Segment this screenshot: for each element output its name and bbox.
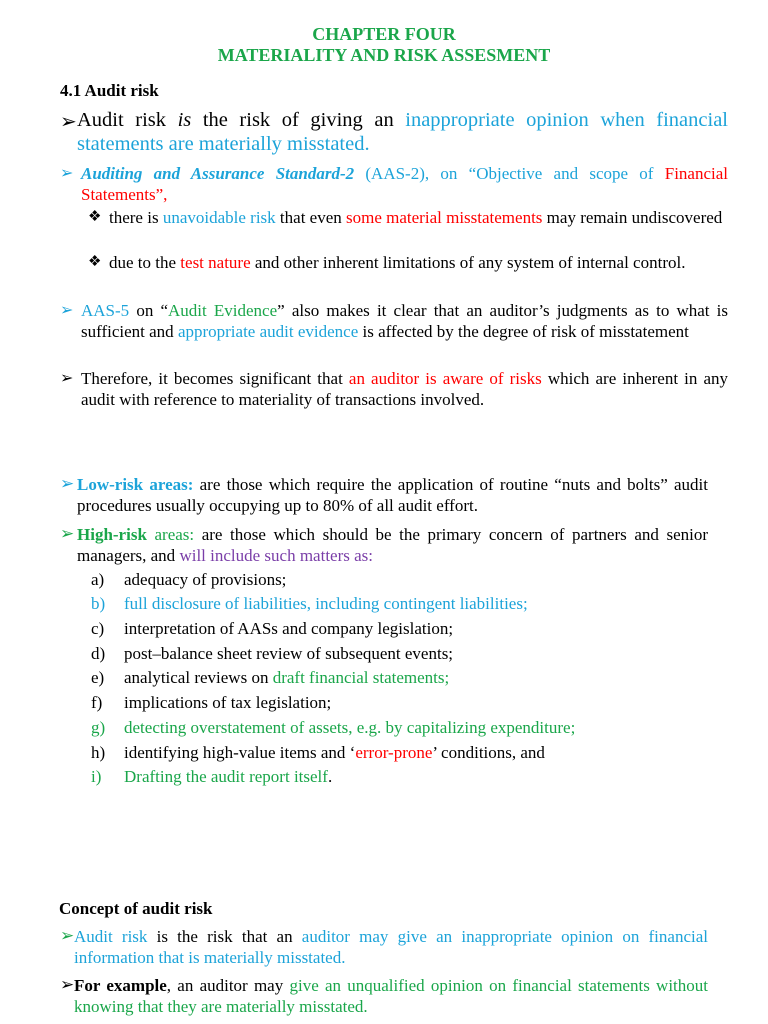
list-text: interpretation of AASs and company legislation;: [124, 619, 454, 638]
text-fragment: unavoidable risk: [162, 208, 276, 227]
diamond-bullet-icon: ❖: [88, 209, 102, 225]
diamond-bullet-icon: ❖: [88, 254, 102, 270]
text-fragment: is the risk that an: [147, 927, 302, 946]
arrow-bullet-icon: ➢: [60, 926, 75, 945]
sub-bullet-unavoidable-risk: [109, 208, 728, 229]
text-fragment: on “: [129, 301, 169, 320]
text-fragment: may remain undiscovered: [542, 208, 723, 227]
text-fragment: there is: [109, 208, 163, 227]
text-fragment: Audit Evidence: [168, 301, 278, 320]
paragraph-aas5: [81, 301, 728, 342]
arrow-bullet-icon: ➢: [60, 524, 75, 543]
text-fragment: (AAS-2), on “Objective and scope of: [354, 164, 665, 183]
text-fragment: Audit risk: [77, 109, 178, 131]
section-heading: Concept of audit risk: [59, 899, 213, 918]
paragraph-for-example: [74, 976, 708, 1017]
paragraph-aas2: [81, 164, 728, 205]
list-label: d): [91, 644, 106, 663]
text-fragment: Financial Statements”,: [81, 164, 728, 204]
text-fragment: inappropriate opinion when financial statements are materially misstated.: [77, 109, 728, 155]
paragraph-high-risk: [77, 525, 708, 566]
text-fragment: an auditor is aware of risks: [348, 369, 542, 388]
text-fragment: analytical reviews on: [124, 668, 273, 687]
text-fragment: due to the: [109, 253, 181, 272]
text-fragment: ” also makes it clear that an auditor’s judgments as to what is sufficient and: [81, 301, 729, 341]
arrow-bullet-icon: ➢: [60, 474, 75, 493]
text-fragment: and other inherent limitations of any system of internal control.: [250, 253, 686, 272]
text-fragment: some material misstatements: [346, 208, 543, 227]
list-text: full disclosure of liabilities, including contingent liabilities;: [124, 594, 528, 613]
text-fragment: is affected by the degree of risk of misstatement: [358, 321, 689, 341]
arrow-bullet-icon: ➢: [60, 370, 74, 387]
text-fragment: that even: [275, 208, 347, 227]
text-fragment: draft financial statements;: [272, 668, 450, 687]
text-fragment: , an auditor may: [166, 976, 290, 995]
text-fragment: auditor may give an inappropriate opinion on financial information that is materially misstated.: [74, 927, 708, 967]
sub-bullet-test-nature: [109, 253, 728, 274]
text-fragment: For example: [74, 976, 167, 995]
paragraph-concept-audit-risk: [74, 927, 708, 968]
list-label: f): [91, 693, 103, 712]
text-fragment: which are inherent in any audit with reference to materiality of transactions involved.: [81, 369, 728, 409]
text-fragment: identifying high-value items and ‘: [124, 743, 356, 762]
paragraph-aware-of-risks: [81, 369, 728, 410]
list-label: a): [91, 570, 105, 589]
text-fragment: Drafting the audit report itself: [124, 767, 328, 786]
paragraph-audit-risk: [77, 108, 728, 156]
text-fragment: High-risk: [77, 525, 147, 544]
list-text: [124, 668, 449, 689]
list-label: e): [91, 668, 105, 687]
list-label: i): [91, 767, 102, 786]
text-fragment: Auditing and Assurance Standard-2: [81, 164, 355, 183]
arrow-bullet-icon: ➢: [60, 111, 77, 133]
text-fragment: ’ conditions, and: [432, 743, 545, 762]
list-text: adequacy of provisions;: [124, 570, 287, 589]
arrow-bullet-icon: ➢: [60, 302, 74, 319]
text-fragment: AAS-5: [81, 301, 130, 320]
list-label: h): [91, 743, 106, 762]
text-fragment: Audit risk: [74, 927, 148, 946]
text-fragment: Low-risk areas:: [77, 475, 194, 494]
text-fragment: give an unqualified opinion on financial statements without knowing that they are materially misstated.: [74, 976, 708, 1016]
arrow-bullet-icon: ➢: [60, 165, 74, 182]
list-text: implications of tax legislation;: [124, 693, 332, 712]
paragraph-low-risk: [77, 475, 708, 516]
text-fragment: .: [327, 767, 333, 786]
text-fragment: are those which require the application of routine “nuts and bolts” audit procedures usually occupying up to 80% of all audit effort.: [77, 475, 708, 515]
arrow-bullet-icon: ➢: [60, 975, 75, 994]
text-fragment: are those which should be the primary concern of partners and senior managers, and: [77, 525, 708, 565]
list-label: b): [91, 594, 106, 613]
section-heading: 4.1 Audit risk: [60, 81, 159, 100]
list-label: c): [91, 619, 105, 638]
text-fragment: Therefore, it becomes significant that: [81, 369, 349, 388]
text-fragment: test nature: [180, 253, 251, 272]
chapter-title: CHAPTER FOUR: [312, 24, 456, 44]
list-text: post–balance sheet review of subsequent events;: [124, 644, 454, 663]
list-text: [124, 767, 332, 788]
text-fragment: error-prone: [355, 743, 433, 762]
list-text: [124, 743, 545, 764]
list-label: g): [91, 718, 106, 737]
list-text: detecting overstatement of assets, e.g. by capitalizing expenditure;: [124, 718, 576, 737]
text-fragment: the risk of giving an: [191, 109, 406, 131]
text-fragment: appropriate audit evidence: [177, 321, 359, 341]
chapter-subtitle: MATERIALITY AND RISK ASSESMENT: [217, 45, 551, 65]
text-fragment: will include such matters as:: [179, 545, 374, 565]
text-fragment: areas:: [146, 525, 195, 544]
text-fragment: is: [177, 109, 192, 131]
